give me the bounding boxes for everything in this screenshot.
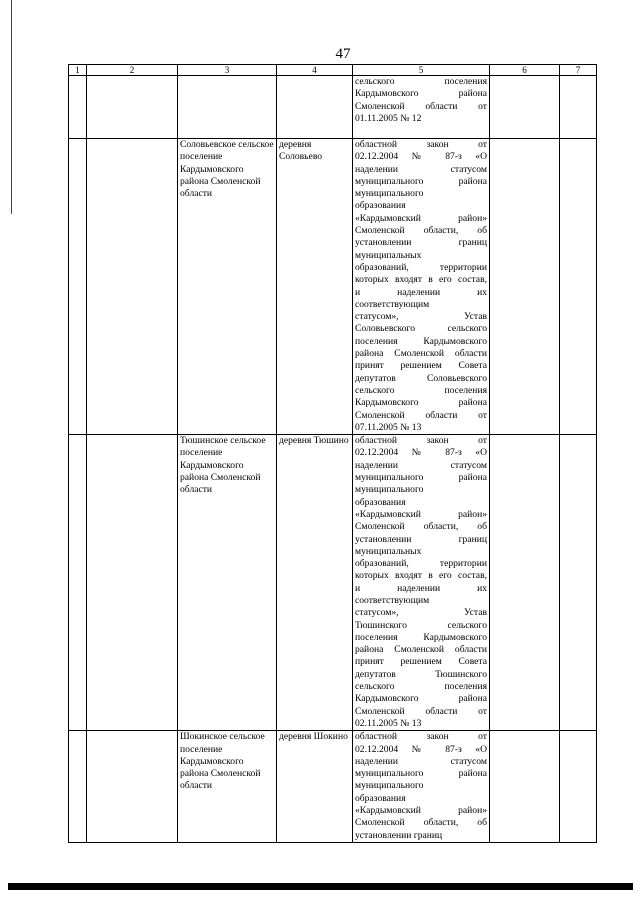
text-line: муниципального района: [355, 768, 487, 780]
text-line: принят решением Совета: [355, 360, 487, 372]
column-header: 6: [490, 65, 560, 76]
text-line: 02.12.2004 № 87-з «О: [355, 743, 487, 755]
table-row: [69, 731, 597, 843]
cell-col1: [69, 139, 87, 435]
text-line: статусом», Устав: [355, 311, 487, 323]
text-line: наделении статусом: [355, 755, 487, 767]
text-line: областной закон от: [355, 139, 487, 150]
text-line: муниципального района: [355, 472, 487, 484]
text-line: муниципального: [355, 780, 424, 792]
table-row: [69, 435, 597, 731]
page-number: 47: [335, 46, 351, 62]
text-line: депутатов Тюшинского: [355, 668, 487, 680]
scan-edge-mark: [11, 0, 12, 214]
cell-center: деревня Тюшино: [277, 435, 353, 731]
text-line: муниципального: [355, 188, 424, 200]
cell-col2: [87, 76, 178, 139]
cell-legal-basis: [353, 76, 490, 139]
text-line: которых входят в его состав,: [355, 570, 487, 582]
cell-settlement: Шокинское сельское поселение Кардымовского района Смоленской области: [178, 731, 277, 843]
text-line: 02.12.2004 № 87-з «О: [355, 447, 487, 459]
text-line: муниципального района: [355, 175, 487, 187]
text-line: принят решением Совета: [355, 656, 487, 668]
cell-settlement: Соловьевское сельское поселение Кардымовского района Смоленской области: [178, 139, 277, 435]
bottom-scan-bar: [8, 883, 633, 890]
text-line: сельского поселения: [355, 76, 487, 87]
cell-center: деревня Шокино: [277, 731, 353, 843]
text-line: образования: [355, 792, 406, 804]
text-line: образования: [355, 496, 406, 508]
column-header: 1: [69, 65, 87, 76]
text-line: 01.11.2005 № 12: [355, 112, 422, 124]
text-line: Смоленской области, об: [355, 521, 487, 533]
text-line: которых входят в его состав,: [355, 274, 487, 286]
text-line: областной закон от: [355, 731, 487, 743]
text-line: статусом», Устав: [355, 607, 487, 619]
text-line: Смоленской области от: [355, 705, 487, 717]
text-line: соответствующим: [355, 298, 430, 310]
column-header: 3: [178, 65, 277, 76]
text-line: Смоленской области от: [355, 100, 487, 112]
cell-legal-basis: [353, 139, 490, 435]
text-line: областной закон от: [355, 435, 487, 447]
cell-col7: [560, 139, 597, 435]
cell-col6: [490, 731, 560, 843]
column-header: 4: [277, 65, 353, 76]
text-line: наделении статусом: [355, 163, 487, 175]
text-line: 02.12.2004 № 87-з «О: [355, 151, 487, 163]
cell-settlement: Тюшинское сельское поселение Кардымовского района Смоленской области: [178, 435, 277, 731]
cell-col6: [490, 435, 560, 731]
text-line: установлении границ: [355, 237, 487, 249]
cell-legal-basis: [353, 435, 490, 731]
settlements-table: [68, 64, 597, 843]
text-line: Смоленской области от: [355, 409, 487, 421]
cell-col1: [69, 76, 87, 139]
cell-col2: [87, 435, 178, 731]
cell-col7: [560, 76, 597, 139]
cell-col2: [87, 731, 178, 843]
table-row: [69, 139, 597, 435]
text-line: 02.11.2005 № 13: [355, 717, 422, 729]
column-header: 5: [353, 65, 490, 76]
cell-legal-basis: [353, 731, 490, 843]
column-header: 2: [87, 65, 178, 76]
text-line: муниципальных: [355, 249, 422, 261]
text-line: «Кардымовский район»: [355, 212, 487, 224]
text-line: сельского поселения: [355, 384, 487, 396]
cell-col1: [69, 435, 87, 731]
cell-settlement: [178, 76, 277, 139]
text-line: «Кардымовский район»: [355, 805, 487, 817]
table-row: [69, 76, 597, 139]
text-line: «Кардымовский район»: [355, 508, 487, 520]
text-line: образований, территории: [355, 261, 487, 273]
text-line: образований, территории: [355, 558, 487, 570]
cell-col2: [87, 139, 178, 435]
text-line: установлении границ: [355, 533, 487, 545]
text-line: соответствующим: [355, 594, 430, 606]
text-line: 07.11.2005 № 13: [355, 421, 422, 433]
cell-col7: [560, 731, 597, 843]
text-line: и наделении их: [355, 582, 487, 594]
text-line: установлении границ: [355, 829, 443, 841]
text-line: образования: [355, 200, 406, 212]
cell-center: [277, 76, 353, 139]
text-line: Кардымовского района: [355, 693, 487, 705]
text-line: Тюшинского сельского: [355, 619, 487, 631]
text-line: Кардымовского района: [355, 397, 487, 409]
text-line: Смоленской области, об: [355, 817, 487, 829]
text-line: района Смоленской области: [355, 644, 487, 656]
text-line: Соловьевского сельского: [355, 323, 487, 335]
text-line: сельского поселения: [355, 681, 487, 693]
text-line: муниципального: [355, 484, 424, 496]
text-line: Смоленской области, об: [355, 225, 487, 237]
text-line: поселения Кардымовского: [355, 631, 487, 643]
cell-col7: [560, 435, 597, 731]
text-line: муниципальных: [355, 545, 422, 557]
cell-center: деревня Соловьево: [277, 139, 353, 435]
text-line: и наделении их: [355, 286, 487, 298]
cell-col6: [490, 76, 560, 139]
text-line: наделении статусом: [355, 459, 487, 471]
column-header: 7: [560, 65, 597, 76]
column-number-row: [69, 65, 597, 76]
text-line: депутатов Соловьевского: [355, 372, 487, 384]
cell-col6: [490, 139, 560, 435]
text-line: поселения Кардымовского: [355, 335, 487, 347]
text-line: района Смоленской области: [355, 348, 487, 360]
text-line: Кардымовского района: [355, 88, 487, 100]
cell-col1: [69, 731, 87, 843]
